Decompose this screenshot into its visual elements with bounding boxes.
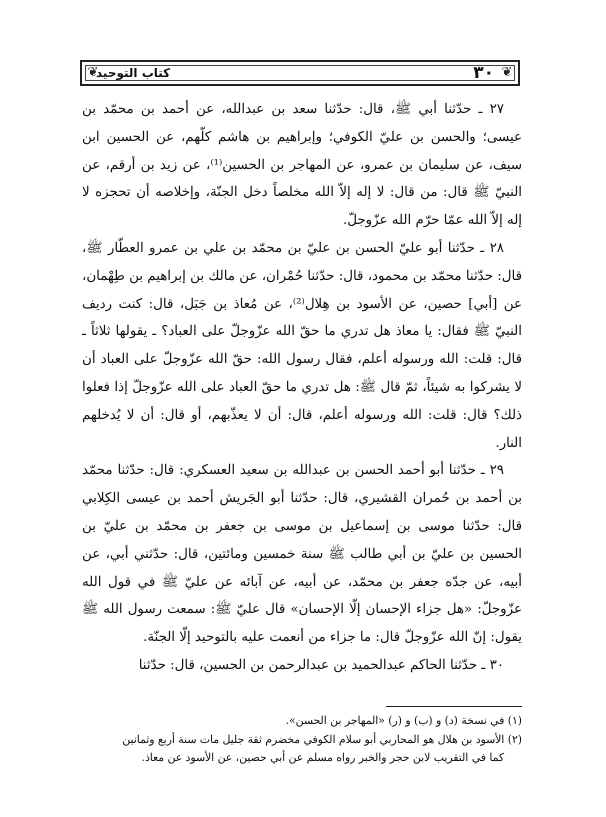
hadith-paragraph: ٢٧ ـ حدّثنا أبي ﷺ، قال: حدّثنا سعد بن عبدالله، عن أحمد بن محمّد بن عيسى؛ والحسن بن عليّ الكوفي؛ وإبراهيم بن هاشم كلّهم، عن الحسين ابن سيف، عن سليمان بن عمرو، عن المهاجر بن الحسين⁽¹⁾، عن زيد بن أرقم، عن النبيّ ﷺ قال: من قال: لا إله إلاّ الله مخلصاً دخل الجنّة، وإخلاصه أن تحجزه لا إله إلاّ الله عمّا حرّم الله عزّوجلّ. bbox=[82, 102, 522, 229]
footnote: (٢) الأسود بن هلال هو المحاربي أبو سلام الكوفي مخضرم ثقة جليل مات سنة أربع وثمانين bbox=[122, 732, 522, 746]
hadith-paragraph: ٢٩ ـ حدّثنا أبو أحمد الحسن بن عبدالله بن سعيد العسكري: قال: حدّثنا محمّد بن أحمد بن حُمران القشيري، قال: حدّثنا أبو الجَريش أحمد بن عيسى الكِلابي قال: حدّثنا موسى بن إسماعيل بن موسى بن جعفر بن محمّد بن عليّ بن الحسين بن عليّ بن أبي طالب ﷺ سنة خمسين ومائتين، قال: حدّثني أبي، عن أبيه، عن جدّه جعفر بن محمّد، عن أبيه، عن آبائه عن عليّ ﷺ في قول الله عزّوجلّ: «هل جزاء الإحسان إلّا الإحسان» قال عليّ ﷺ: سمعت رسول الله ﷺ يقول: إنّ الله عزّوجلّ قال: ما جزاء من أنعمت عليه بالتوحيد إلّا الجنّة. bbox=[82, 463, 522, 646]
ornament-icon: ❦ bbox=[87, 65, 99, 80]
page-number: ٣٠ bbox=[473, 63, 494, 83]
main-text bbox=[82, 96, 522, 680]
hadith-paragraph: ٣٠ ـ حدّثنا الحاكم عبدالحميد بن عبدالرحمن بن الحسين، قال: حدّثنا bbox=[138, 657, 504, 673]
footnote: (١) في نسخة (د) و (ب) و (ر) «المهاجر بن الحسن». bbox=[285, 714, 522, 727]
page-header bbox=[80, 60, 520, 86]
footnote-divider bbox=[386, 706, 522, 707]
ornament-icon: ❦ bbox=[501, 65, 513, 80]
book-title: كتاب التوحيد bbox=[96, 66, 171, 80]
footnotes bbox=[82, 712, 522, 768]
footnote-continuation: كما في التقريب لابن حجر والخبر رواه مسلم عن أبي حصين، عن الأسود عن معاذ. bbox=[141, 751, 504, 764]
hadith-paragraph: ٢٨ ـ حدّثنا أبو عليّ الحسن بن عليّ بن محمّد بن علي بن عمرو العطّار ﷺ، قال: حدّثنا محمّد بن محمود، قال: حدّثنا حُمْران، عن مالك بن إبراهيم بن طِهْمان، عن [أبي] حصين، عن الأسود بن هِلال⁽²⁾، عن مُعاذ بن جَبَل، قال: كنت رديف النبيّ ﷺ فقال: يا معاذ هل تدري ما حقّ الله عزّوجلّ على العباد؟ ـ يقولها ثلاثاً ـ قال: قلت: الله ورسوله أعلم، فقال رسول الله: حقّ الله عزّوجلّ على العباد أن لا يشركوا به شيئاً، ثمّ قال ﷺ: هل تدري ما حقّ العباد على الله عزّوجلّ إذا فعلوا ذلك؟ قال: قلت: الله ورسوله أعلم، قال: أن لا يعذّبهم، أو قال: أن لا يُدخلهم النار. bbox=[82, 240, 522, 451]
